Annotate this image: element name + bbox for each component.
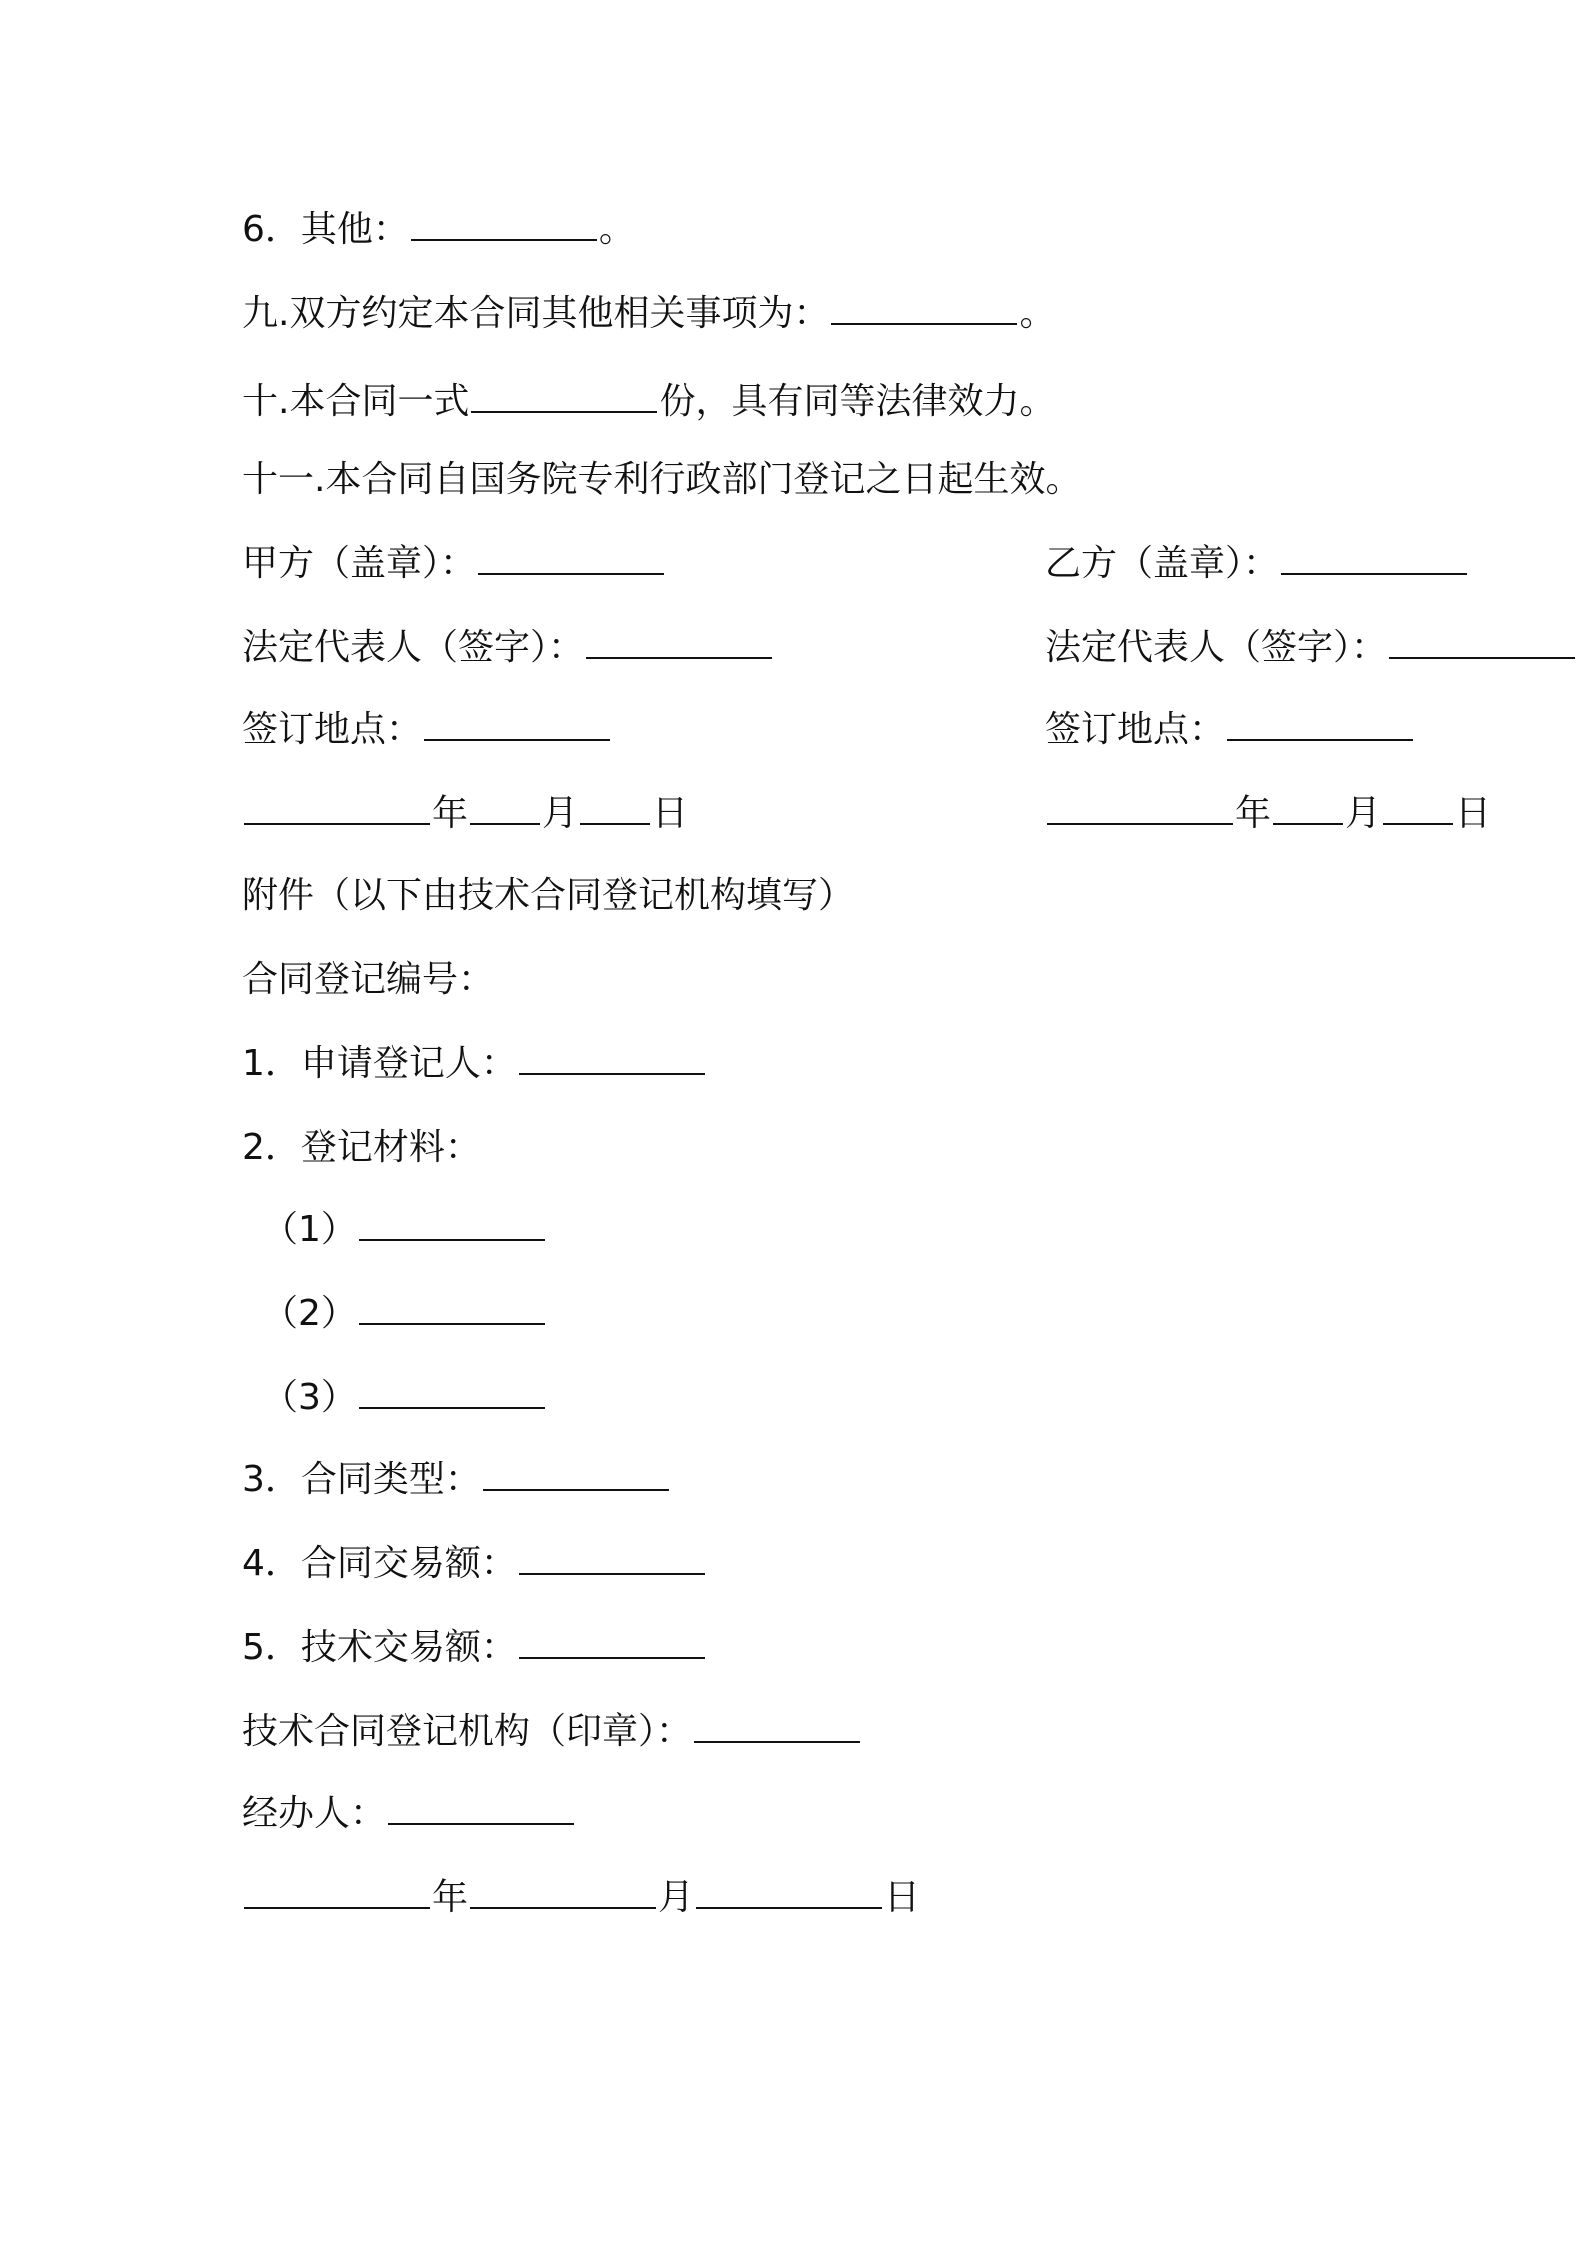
material-item-1 <box>262 1209 547 1250</box>
materials-label: 2．登记材料： <box>242 1127 481 1168</box>
material-item-3-label: （3） <box>262 1377 357 1418</box>
rep-a-blank[interactable] <box>586 656 772 659</box>
appendix-day-blank[interactable] <box>696 1906 882 1909</box>
date-b-day-blank[interactable] <box>1383 822 1453 825</box>
date-b-month: 月 <box>1345 793 1382 834</box>
signature-row-rep <box>242 627 1388 668</box>
party-a-label: 甲方（盖章）： <box>242 543 477 584</box>
material-item-2 <box>262 1293 547 1334</box>
appendix-agency <box>242 1711 862 1752</box>
appendix-month: 月 <box>658 1877 695 1918</box>
clause-ninth-end: 。 <box>1019 293 1056 334</box>
clause-other-blank[interactable] <box>411 238 597 241</box>
clause-tenth-end: 份，具有同等法律效力。 <box>659 381 1056 422</box>
material-item-2-label: （2） <box>262 1293 357 1334</box>
appendix-year-blank[interactable] <box>244 1906 430 1909</box>
material-item-3 <box>262 1377 547 1418</box>
type-blank[interactable] <box>483 1488 669 1491</box>
party-b <box>1045 543 1469 584</box>
place-b-label: 签订地点： <box>1045 709 1226 750</box>
handler-label: 经办人： <box>242 1793 387 1834</box>
clause-eleventh <box>242 459 1082 500</box>
appendix-title <box>242 875 855 916</box>
clause-ninth <box>242 293 1056 334</box>
appendix-date <box>242 1877 921 1918</box>
clause-tenth-label: 十.本合同一式 <box>242 381 470 422</box>
appendix-tech-amount <box>242 1627 707 1668</box>
place-a-label: 签订地点： <box>242 709 423 750</box>
place-b <box>1045 709 1415 750</box>
place-b-blank[interactable] <box>1227 738 1413 741</box>
date-a-year: 年 <box>432 793 469 834</box>
appendix-month-blank[interactable] <box>470 1906 656 1909</box>
date-a-day-blank[interactable] <box>580 822 650 825</box>
material-item-3-blank[interactable] <box>359 1406 545 1409</box>
appendix-title-text: 附件（以下由技术合同登记机构填写） <box>242 875 855 916</box>
amount-blank[interactable] <box>519 1572 705 1575</box>
material-item-1-label: （1） <box>262 1209 357 1250</box>
date-a-month: 月 <box>542 793 579 834</box>
signature-row-place <box>242 709 1226 750</box>
clause-other <box>242 209 635 250</box>
rep-a-label: 法定代表人（签字）： <box>242 627 585 668</box>
agency-blank[interactable] <box>694 1740 860 1743</box>
appendix-materials <box>242 1127 481 1168</box>
appendix-year: 年 <box>432 1877 469 1918</box>
rep-b-blank[interactable] <box>1389 656 1575 659</box>
appendix-type <box>242 1459 671 1500</box>
appendix-applicant <box>242 1043 707 1084</box>
place-a-blank[interactable] <box>424 738 610 741</box>
clause-other-end: 。 <box>598 209 635 250</box>
handler-blank[interactable] <box>388 1822 574 1825</box>
clause-tenth-blank[interactable] <box>471 410 657 413</box>
appendix-day: 日 <box>884 1877 921 1918</box>
date-a-year-blank[interactable] <box>244 822 430 825</box>
appendix-amount <box>242 1543 707 1584</box>
material-item-1-blank[interactable] <box>359 1238 545 1241</box>
clause-tenth <box>242 381 1056 422</box>
date-b-month-blank[interactable] <box>1273 822 1343 825</box>
appendix-handler <box>242 1793 576 1834</box>
applicant-blank[interactable] <box>519 1072 705 1075</box>
date-b-day: 日 <box>1455 793 1492 834</box>
clause-ninth-label: 九.双方约定本合同其他相关事项为： <box>242 293 830 334</box>
party-a-blank[interactable] <box>478 572 664 575</box>
date-b-year-blank[interactable] <box>1047 822 1233 825</box>
date-a-day: 日 <box>652 793 689 834</box>
type-label: 3．合同类型： <box>242 1459 481 1500</box>
clause-ninth-blank[interactable] <box>831 322 1017 325</box>
signature-row-date <box>242 793 1492 834</box>
signature-row-party <box>242 543 1280 584</box>
tech-amount-blank[interactable] <box>519 1656 705 1659</box>
tech-amount-label: 5．技术交易额： <box>242 1627 517 1668</box>
rep-b <box>1045 627 1577 668</box>
reg-no-label: 合同登记编号： <box>242 959 495 1000</box>
date-b-year: 年 <box>1235 793 1272 834</box>
rep-b-label: 法定代表人（签字）： <box>1045 627 1388 668</box>
party-b-blank[interactable] <box>1281 572 1467 575</box>
amount-label: 4．合同交易额： <box>242 1543 517 1584</box>
party-b-label: 乙方（盖章）： <box>1045 543 1280 584</box>
date-b <box>1045 793 1492 834</box>
clause-eleventh-text: 十一.本合同自国务院专利行政部门登记之日起生效。 <box>242 459 1082 500</box>
agency-label: 技术合同登记机构（印章）： <box>242 1711 693 1752</box>
material-item-2-blank[interactable] <box>359 1322 545 1325</box>
appendix-reg-no <box>242 959 495 1000</box>
clause-other-label: 6．其他： <box>242 209 409 250</box>
date-a-month-blank[interactable] <box>470 822 540 825</box>
applicant-label: 1．申请登记人： <box>242 1043 517 1084</box>
